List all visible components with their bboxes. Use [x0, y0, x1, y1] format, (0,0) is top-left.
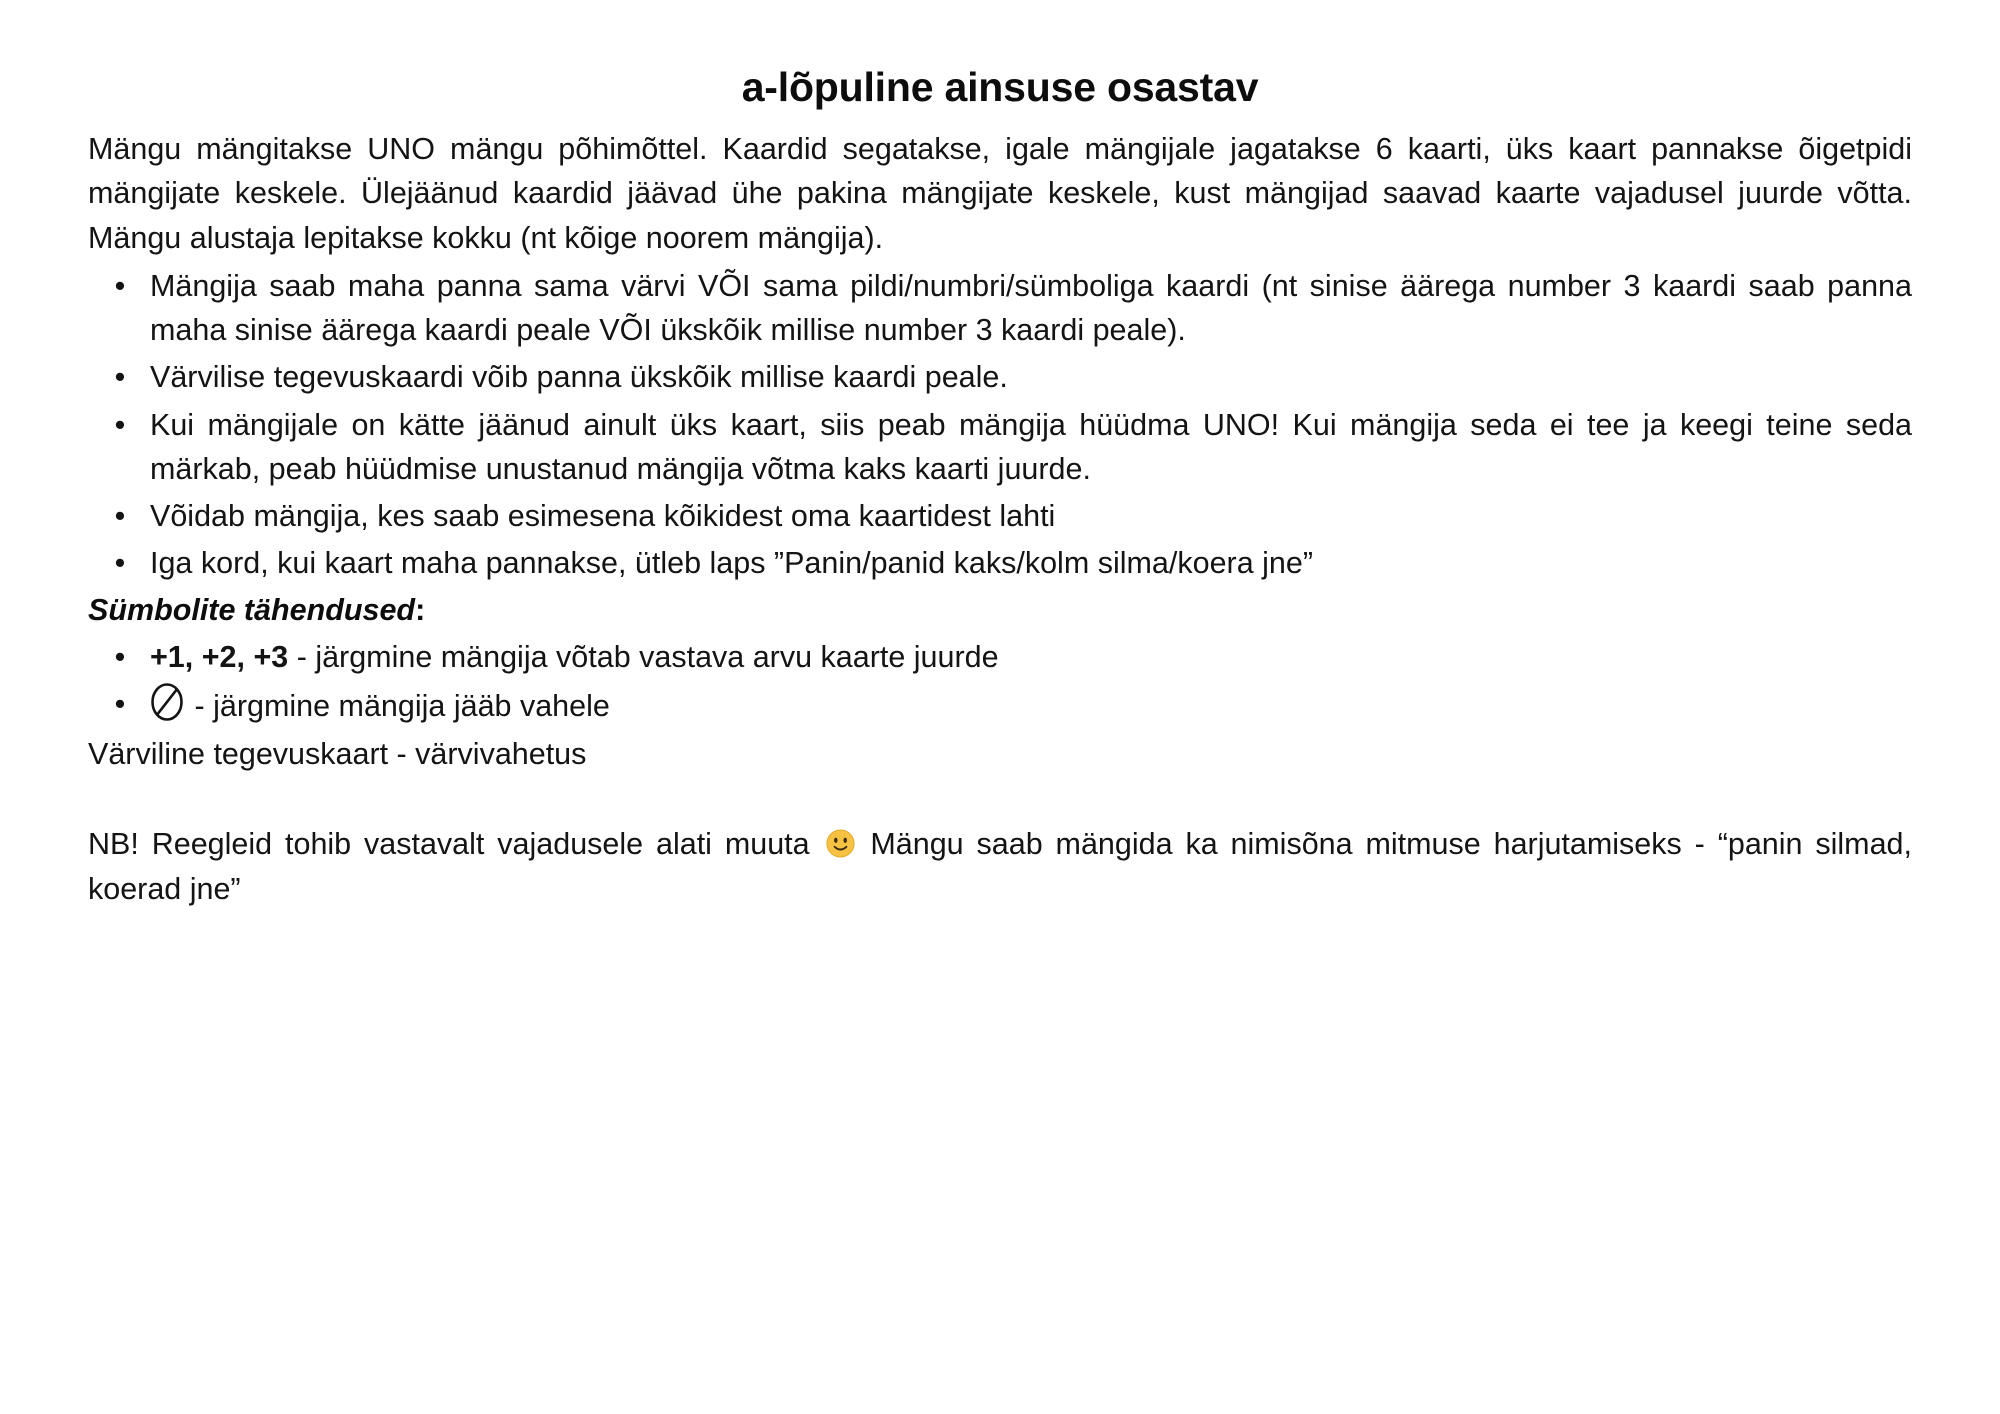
list-item-label: Värvilise tegevuskaardi võib panna ükskõik millise kaardi peale.	[150, 360, 1008, 395]
list-item-label: Võidab mängija, kes saab esimesena kõikidest oma kaartidest lahti	[150, 499, 1056, 533]
bullet-icon: •	[114, 546, 126, 581]
bullet-icon: •	[114, 360, 126, 395]
paragraph-spacer	[88, 776, 1912, 822]
list-item	[88, 635, 1912, 681]
note-text-before-emoji: NB! Reegleid tohib vastavalt vajadusele alati muuta	[88, 827, 810, 862]
symbols-heading-label: Sümbolite tähendused	[88, 593, 416, 628]
symbols-heading-colon: :	[415, 593, 426, 628]
symbol-skip-description: - järgmine mängija jääb vahele	[186, 689, 610, 724]
rules-list	[88, 264, 1912, 586]
note-text-after-emoji: Mängu saab mängida ka nimisõna mitmuse harjutamiseks - “panin silmad, koerad jne”	[88, 827, 1912, 906]
list-item	[88, 403, 1912, 491]
symbols-list	[88, 635, 1912, 731]
page-title: a-lõpuline ainsuse osastav	[741, 64, 1259, 110]
list-item-label: Kui mängijale on kätte jäänud ainult üks kaart, siis peab mängija hüüdma UNO! Kui mängija seda ei tee ja keegi teine seda märkab, peab hüüdmise unustanud mängija võtma kaks kaarti juurde.	[150, 407, 1912, 486]
bullet-icon: •	[114, 499, 126, 533]
list-item	[88, 682, 1912, 730]
symbols-heading	[88, 588, 1912, 632]
slightly-smiling-face-icon	[826, 829, 855, 858]
bullet-icon: •	[114, 639, 126, 674]
no-entry-icon	[150, 682, 184, 722]
list-item	[88, 355, 1912, 399]
bullet-icon: •	[114, 268, 126, 303]
color-card-line: Värviline tegevuskaart - värvivahetus	[88, 737, 587, 772]
intro-paragraph: Mängu mängitakse UNO mängu põhimõttel. Kaardid segatakse, igale mängijale jagatakse 6 kaarti, üks kaart pannakse õigetpidi mängijate keskele. Ülejäänud kaardid jäävad ühe pakina mängijate keskele, kust mängijad saavad kaarte vajadusel juurde võtta. Mängu alustaja lepitakse kokku (nt kõige noorem mängija).	[88, 132, 1912, 255]
symbol-draw-cards-label: +1, +2, +3	[150, 639, 289, 674]
list-item	[88, 494, 1912, 538]
list-item-label: Iga kord, kui kaart maha pannakse, ütleb laps ”Panin/panid kaks/kolm silma/koera jne”	[150, 546, 1313, 581]
note-paragraph	[88, 822, 1912, 910]
list-item	[88, 541, 1912, 585]
bullet-icon: •	[114, 687, 126, 722]
bullet-icon: •	[114, 407, 126, 442]
symbol-draw-cards-description: - järgmine mängija võtab vastava arvu kaarte juurde	[288, 639, 999, 674]
list-item-label: Mängija saab maha panna sama värvi VÕI sama pildi/numbri/sümboliga kaardi (nt sinise äärega number 3 kaardi saab panna maha sinise äärega kaardi peale VÕI ükskõik millise number 3 kaardi peale).	[150, 268, 1912, 348]
list-item	[88, 264, 1912, 352]
